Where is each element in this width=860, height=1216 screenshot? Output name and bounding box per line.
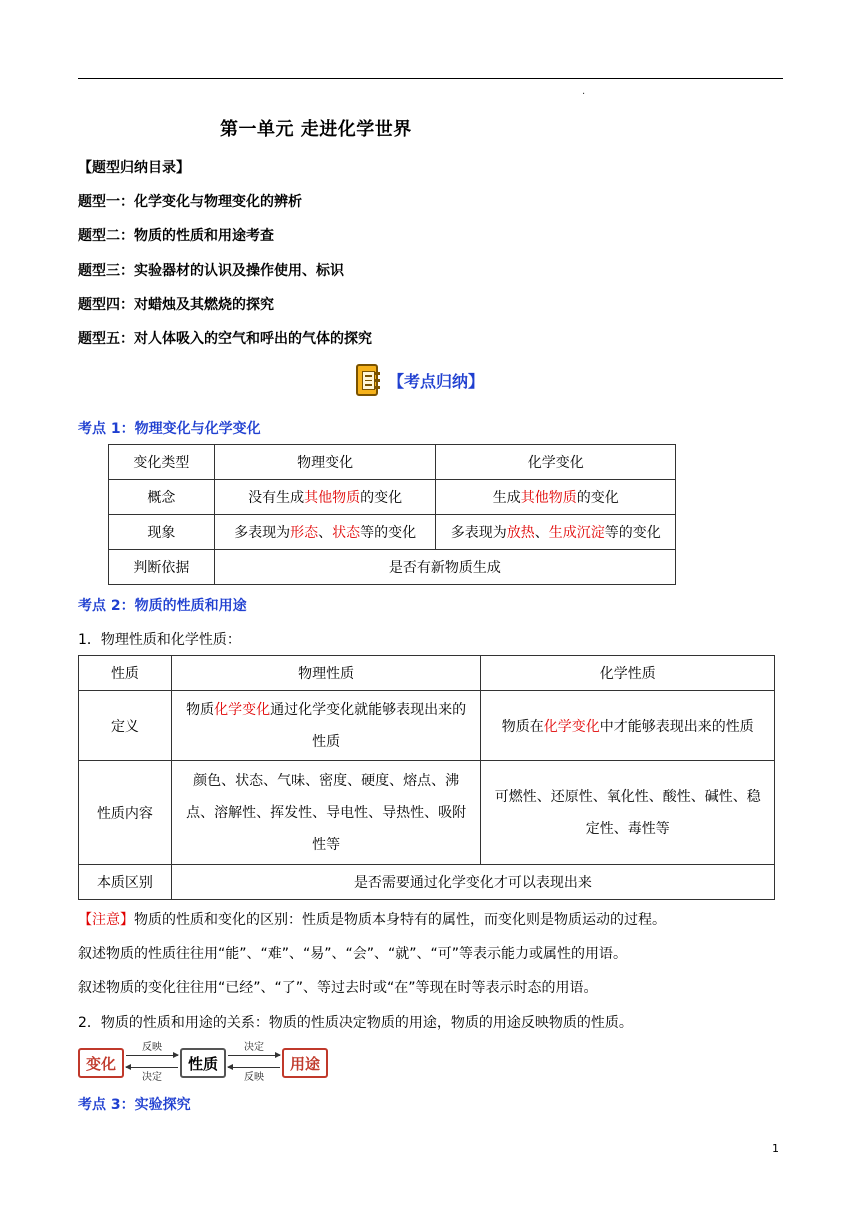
kd1-title: 考点 1：物理变化与化学变化 xyxy=(78,421,261,437)
table-header-cell: 物理性质 xyxy=(171,656,481,691)
table-cell: 多表现为放热、生成沉淀等的变化 xyxy=(436,515,676,550)
table-cell: 没有生成其他物质的变化 xyxy=(214,480,436,515)
property-table xyxy=(78,655,775,900)
flow-box-usage: 用途 xyxy=(282,1048,328,1078)
table-row xyxy=(79,865,775,900)
note-line: 【注意】物质的性质和变化的区别：性质是物质本身特有的属性，而变化则是物质运动的过程。 xyxy=(78,912,666,928)
table-cell: 可燃性、还原性、氧化性、酸性、碱性、稳定性、毒性等 xyxy=(481,761,775,865)
flow-box-property: 性质 xyxy=(180,1048,226,1078)
table-header-cell: 变化类型 xyxy=(109,445,215,480)
change-type-table xyxy=(108,444,676,585)
arrow-label: 反映 xyxy=(244,1072,264,1083)
catalog-item-1: 题型一：化学变化与物理变化的辨析 xyxy=(78,194,302,210)
flow-box-change: 变化 xyxy=(78,1048,124,1078)
table-row xyxy=(79,656,775,691)
table-cell: 物质化学变化通过化学变化就能够表现出来的性质 xyxy=(171,691,481,761)
kd2-title: 考点 2：物质的性质和用途 xyxy=(78,598,247,614)
relation-flow-diagram xyxy=(78,1036,328,1082)
table-cell: 多表现为形态、状态等的变化 xyxy=(214,515,436,550)
arrow-right-icon xyxy=(228,1055,280,1056)
catalog-item-4: 题型四：对蜡烛及其燃烧的探究 xyxy=(78,297,274,313)
table-row xyxy=(79,761,775,865)
table-cell: 颜色、状态、气味、密度、硬度、熔点、沸点、溶解性、挥发性、导电性、导热性、吸附性等 xyxy=(171,761,481,865)
table-row xyxy=(109,515,676,550)
change-wording-line: 叙述物质的变化往往用“已经”、“了”、等过去时或“在”等现在时等表示时态的用语。 xyxy=(78,980,598,996)
catalog-heading: 【题型归纳目录】 xyxy=(78,160,190,176)
table-header-cell: 化学变化 xyxy=(436,445,676,480)
header-dot: . xyxy=(582,86,586,97)
catalog-item-2: 题型二：物质的性质和用途考查 xyxy=(78,228,274,244)
page-title: 第一单元 走进化学世界 xyxy=(220,119,412,140)
kaodian-heading: 【考点归纳】 xyxy=(388,371,485,391)
table-header-cell: 性质 xyxy=(79,656,172,691)
row-label: 本质区别 xyxy=(79,865,172,900)
table-cell: 是否需要通过化学变化才可以表现出来 xyxy=(171,865,774,900)
table-row xyxy=(109,550,676,585)
arrow-label: 决定 xyxy=(244,1042,264,1053)
row-label: 性质内容 xyxy=(79,761,172,865)
arrow-right-icon xyxy=(126,1055,178,1056)
kd2-sub1: 1．物理性质和化学性质： xyxy=(78,632,241,648)
arrow-label: 反映 xyxy=(142,1042,162,1053)
table-row xyxy=(109,445,676,480)
notebook-icon xyxy=(356,364,378,396)
row-label: 概念 xyxy=(109,480,215,515)
table-cell: 生成其他物质的变化 xyxy=(436,480,676,515)
row-label: 现象 xyxy=(109,515,215,550)
header-rule xyxy=(78,78,783,79)
arrow-label: 决定 xyxy=(142,1072,162,1083)
table-cell: 是否有新物质生成 xyxy=(214,550,675,585)
table-row xyxy=(79,691,775,761)
kaodian-section-header xyxy=(356,362,484,398)
row-label: 判断依据 xyxy=(109,550,215,585)
catalog-item-5: 题型五：对人体吸入的空气和呼出的气体的探究 xyxy=(78,331,372,347)
kd3-title: 考点 3：实验探究 xyxy=(78,1097,191,1113)
table-header-cell: 化学性质 xyxy=(481,656,775,691)
page-number: 1 xyxy=(772,1142,779,1155)
row-label: 定义 xyxy=(79,691,172,761)
kd2-sub2: 2．物质的性质和用途的关系：物质的性质决定物质的用途，物质的用途反映物质的性质。 xyxy=(78,1015,633,1031)
note-tag: 【注意】 xyxy=(78,912,134,928)
property-wording-line: 叙述物质的性质往往用“能”、“难”、“易”、“会”、“就”、“可”等表示能力或属性的用语。 xyxy=(78,946,628,962)
table-row xyxy=(109,480,676,515)
table-header-cell: 物理变化 xyxy=(214,445,436,480)
catalog-item-3: 题型三：实验器材的认识及操作使用、标识 xyxy=(78,263,344,279)
table-cell: 物质在化学变化中才能够表现出来的性质 xyxy=(481,691,775,761)
